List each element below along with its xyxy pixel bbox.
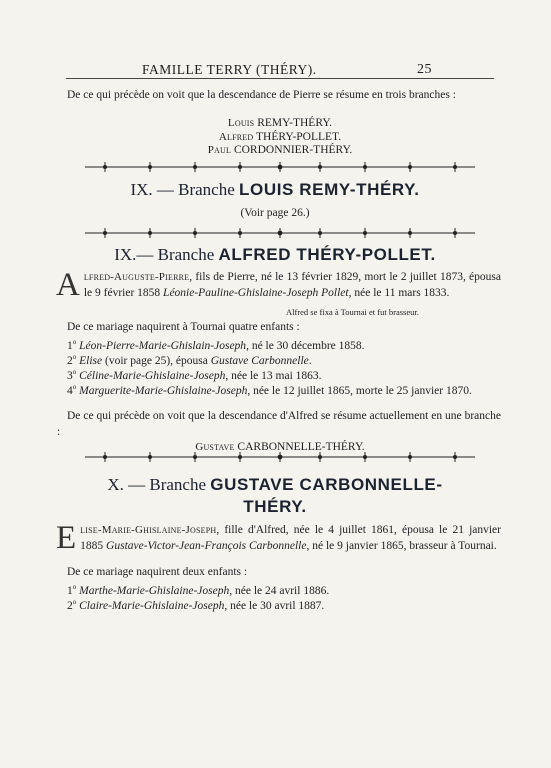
branch-item: Gustave CARBONNELLE-THÉRY. xyxy=(195,441,365,453)
elise-paragraph: Elise-Marie-Ghislaine-Joseph, fille d'Alfred, née le 4 juillet 1861, épousa le 21 janvier 1885 Gustave-Victor-Jean-François Carbonnelle, né le 9 janvier 1865, brasseur à Tournai. xyxy=(56,520,501,556)
running-head: FAMILLE TERRY (THÉRY). xyxy=(142,62,317,77)
side-note: Alfred se fixa à Tournai et fut brasseur. xyxy=(286,307,419,317)
summary-paragraph: De ce qui précède on voit que la descendance d'Alfred se résume actuellement en une branche : xyxy=(57,410,501,438)
child-entry: 3$^o$ Céline-Marie-Ghislaine-Joseph, née le 13 mai 1863. xyxy=(67,368,322,382)
section-heading: X. — Branche GUSTAVE CARBONNELLE- THÉRY. xyxy=(107,475,443,516)
header-rule xyxy=(66,78,494,79)
child-entry: 1$^o$ Marthe-Marie-Ghislaine-Joseph, née le 24 avril 1886. xyxy=(67,583,330,597)
branch-item: Alfred THÉRY-POLLET. xyxy=(218,130,342,143)
child-entry: 1$^o$ Léon-Pierre-Marie-Ghislain-Joseph, né le 30 décembre 1858. xyxy=(67,338,365,352)
child-entry: 2$^o$ Elise (voir page 25), épousa Gustave Carbonnelle. xyxy=(67,353,312,367)
drop-cap: A xyxy=(56,267,80,303)
alfred-paragraph: Alfred-Auguste-Pierre, fils de Pierre, né le 13 février 1829, mort le 2 juillet 1873, épousa le 9 février 1858 Léonie-Pauline-Ghislaine-Joseph Pollet, née le 11 mars 1833. xyxy=(56,267,501,303)
children-intro: De ce mariage naquirent à Tournai quatre enfants : xyxy=(67,321,300,333)
branch-item: Paul CORDONNIER-THÉRY. xyxy=(207,144,353,156)
child-entry: 4$^o$ Marguerite-Marie-Ghislaine-Joseph, née le 12 juillet 1865, morte le 25 janvier 1870. xyxy=(67,383,472,397)
ornament-divider xyxy=(85,452,475,462)
drop-cap: E xyxy=(56,520,77,556)
branch-list xyxy=(60,117,500,158)
ornament-divider xyxy=(85,162,475,172)
intro-paragraph: De ce qui précède on voit que la descendance de Pierre se résume en trois branches : xyxy=(67,89,456,101)
ornament-divider xyxy=(85,228,475,238)
section-heading: IX.— Branche ALFRED THÉRY-POLLET. xyxy=(114,245,436,264)
branch-item: Louis REMY-THÉRY. xyxy=(227,117,333,129)
page-number: 25 xyxy=(417,62,432,77)
children-intro: De ce mariage naquirent deux enfants : xyxy=(67,566,248,578)
see-page-reference: (Voir page 26.) xyxy=(240,207,310,219)
section-heading: IX. — Branche LOUIS REMY-THÉRY. xyxy=(130,180,420,199)
child-entry: 2$^o$ Claire-Marie-Ghislaine-Joseph, née le 30 avril 1887. xyxy=(67,598,325,612)
